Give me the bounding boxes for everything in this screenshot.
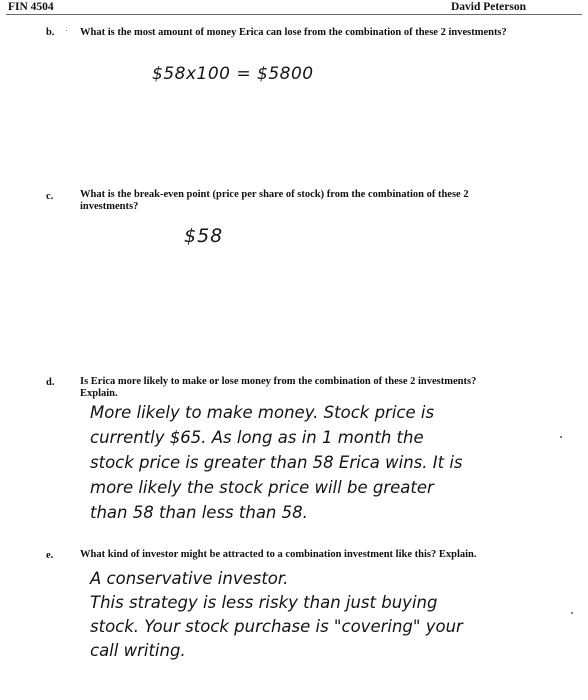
answer-e-line: This strategy is less risky than just buying <box>90 593 438 612</box>
scan-speck <box>571 612 573 614</box>
answer-e-line: stock. Your stock purchase is "covering" your <box>90 617 463 636</box>
scan-speck <box>560 436 562 438</box>
student-name: David Peterson <box>450 1 526 13</box>
answer-d-line: stock price is greater than 58 Erica wins. It is <box>90 453 463 472</box>
answer-e <box>90 567 463 663</box>
header-divider <box>6 14 582 15</box>
question-d-marker: d. <box>46 377 55 388</box>
course-code: FIN 4504 <box>8 1 54 13</box>
answer-b <box>152 64 314 84</box>
question-c-text: What is the break-even point (price per share of stock) from the combination of these 2 investments? <box>80 189 469 212</box>
answer-e-line: A conservative investor. <box>90 569 289 588</box>
question-b-text: What is the most amount of money Erica can lose from the combination of these 2 investments? <box>80 27 507 38</box>
question-e-marker: e. <box>46 550 54 561</box>
scan-speck <box>66 30 67 31</box>
answer-d-line: more likely the stock price will be greater <box>90 478 434 497</box>
question-d-text: Is Erica more likely to make or lose money from the combination of these 2 investments? Explain. <box>80 376 477 399</box>
answer-b-line: $58x100 = $5800 <box>152 64 314 84</box>
question-b-marker: b. <box>46 27 55 38</box>
answer-c <box>184 225 223 247</box>
question-e-text: What kind of investor might be attracted to a combination investment like this? Explain. <box>80 549 477 560</box>
question-c-marker: c. <box>46 191 54 202</box>
answer-c-line: $58 <box>184 225 224 247</box>
answer-e-line: call writing. <box>90 641 186 660</box>
answer-d-line: More likely to make money. Stock price is <box>90 403 435 422</box>
answer-d-line: currently $65. As long as in 1 month the <box>90 428 424 447</box>
answer-d-line: than 58 than less than 58. <box>90 503 308 522</box>
answer-d <box>90 400 463 525</box>
